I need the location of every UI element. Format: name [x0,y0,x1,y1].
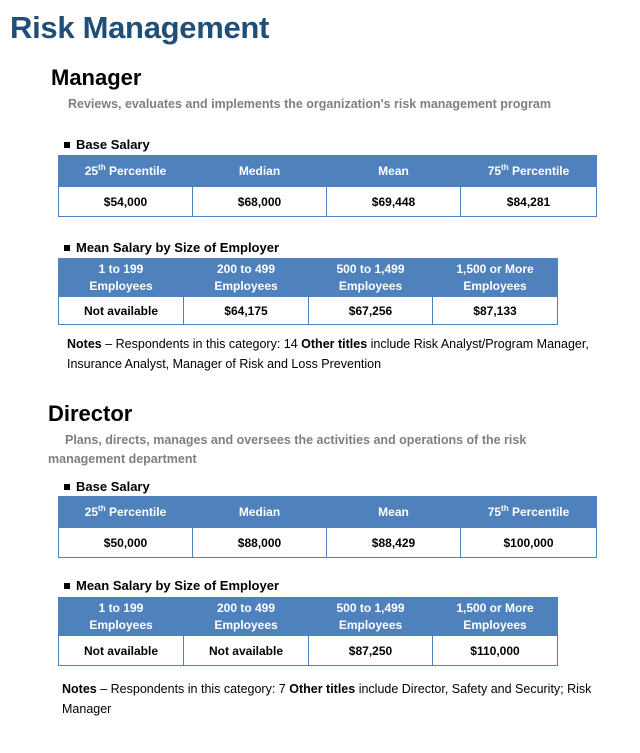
director-size-heading [64,578,279,593]
table-header-row [59,598,558,636]
value-75th-percentile: $100,000 [461,528,597,558]
manager-base-salary-heading [64,137,150,152]
director-base-salary-table [58,496,597,558]
director-section-title: Director [48,401,133,426]
header-1-to-199: 1 to 199 Employees [59,598,184,636]
bullet-square-icon [64,583,70,589]
bullet-square-icon [64,245,70,251]
header-500-to-1499: 500 to 1,499 Employees [309,598,433,636]
header-median: Median [193,156,327,187]
header-mean: Mean [327,497,461,528]
header-1-to-199: 1 to 199 Employees [59,259,184,297]
director-notes [62,679,612,719]
notes-label: Notes [67,337,102,351]
value-1500-or-more: $87,133 [433,297,558,325]
manager-size-label: Mean Salary by Size of Employer [76,240,280,255]
header-500-to-1499: 500 to 1,499 Employees [309,259,433,297]
value-1-to-199: Not available [59,636,184,666]
manager-description: Reviews, evaluates and implements the organization's risk management program [68,97,551,111]
value-25th-percentile: $54,000 [59,187,193,217]
director-base-salary-heading [64,479,150,494]
manager-section-title: Manager [51,65,142,90]
manager-size-table [58,258,558,325]
manager-notes [67,334,627,374]
value-200-to-499: $64,175 [184,297,309,325]
other-titles-text: include Director, Safety and Security; Risk Manager [62,682,592,716]
value-200-to-499: Not available [184,636,309,666]
header-median: Median [193,497,327,528]
value-1500-or-more: $110,000 [433,636,558,666]
notes-text: – Respondents in this category: 14 [101,337,302,351]
table-header-row [59,156,597,187]
value-25th-percentile: $50,000 [59,528,193,558]
other-titles-label: Other titles [289,682,356,696]
header-200-to-499: 200 to 499 Employees [184,259,309,297]
table-row [59,187,597,217]
header-1500-or-more: 1,500 or More Employees [433,259,558,297]
director-base-salary-label: Base Salary [76,479,150,494]
notes-text: – Respondents in this category: 7 [96,682,290,696]
header-200-to-499: 200 to 499 Employees [184,598,309,636]
manager-base-salary-label: Base Salary [76,137,150,152]
header-75th-percentile: 75th Percentile [461,156,597,187]
other-titles-label: Other titles [301,337,368,351]
header-75th-percentile: 75th Percentile [461,497,597,528]
value-1-to-199: Not available [59,297,184,325]
manager-size-heading [64,240,279,255]
table-row [59,528,597,558]
value-median: $68,000 [193,187,327,217]
value-mean: $69,448 [327,187,461,217]
value-mean: $88,429 [327,528,461,558]
value-500-to-1499: $87,250 [309,636,433,666]
header-mean: Mean [327,156,461,187]
header-25th-percentile: 25th Percentile [59,497,193,528]
manager-base-salary-table [58,155,597,217]
table-row [59,636,558,666]
other-titles-text: include Risk Analyst/Program Manager, Insurance Analyst, Manager of Risk and Loss Prevention [67,337,589,371]
value-75th-percentile: $84,281 [461,187,597,217]
table-row [59,297,558,325]
bullet-square-icon [64,484,70,490]
table-header-row [59,497,597,528]
director-size-table [58,597,558,666]
header-25th-percentile: 25th Percentile [59,156,193,187]
page-title: Risk Management [10,10,270,45]
table-header-row [59,259,558,297]
director-size-label: Mean Salary by Size of Employer [76,578,280,593]
notes-label: Notes [62,682,97,696]
value-median: $88,000 [193,528,327,558]
header-1500-or-more: 1,500 or More Employees [433,598,558,636]
value-500-to-1499: $67,256 [309,297,433,325]
bullet-square-icon [64,142,70,148]
director-description: Plans, directs, manages and oversees the activities and operations of the risk management department [48,433,527,466]
